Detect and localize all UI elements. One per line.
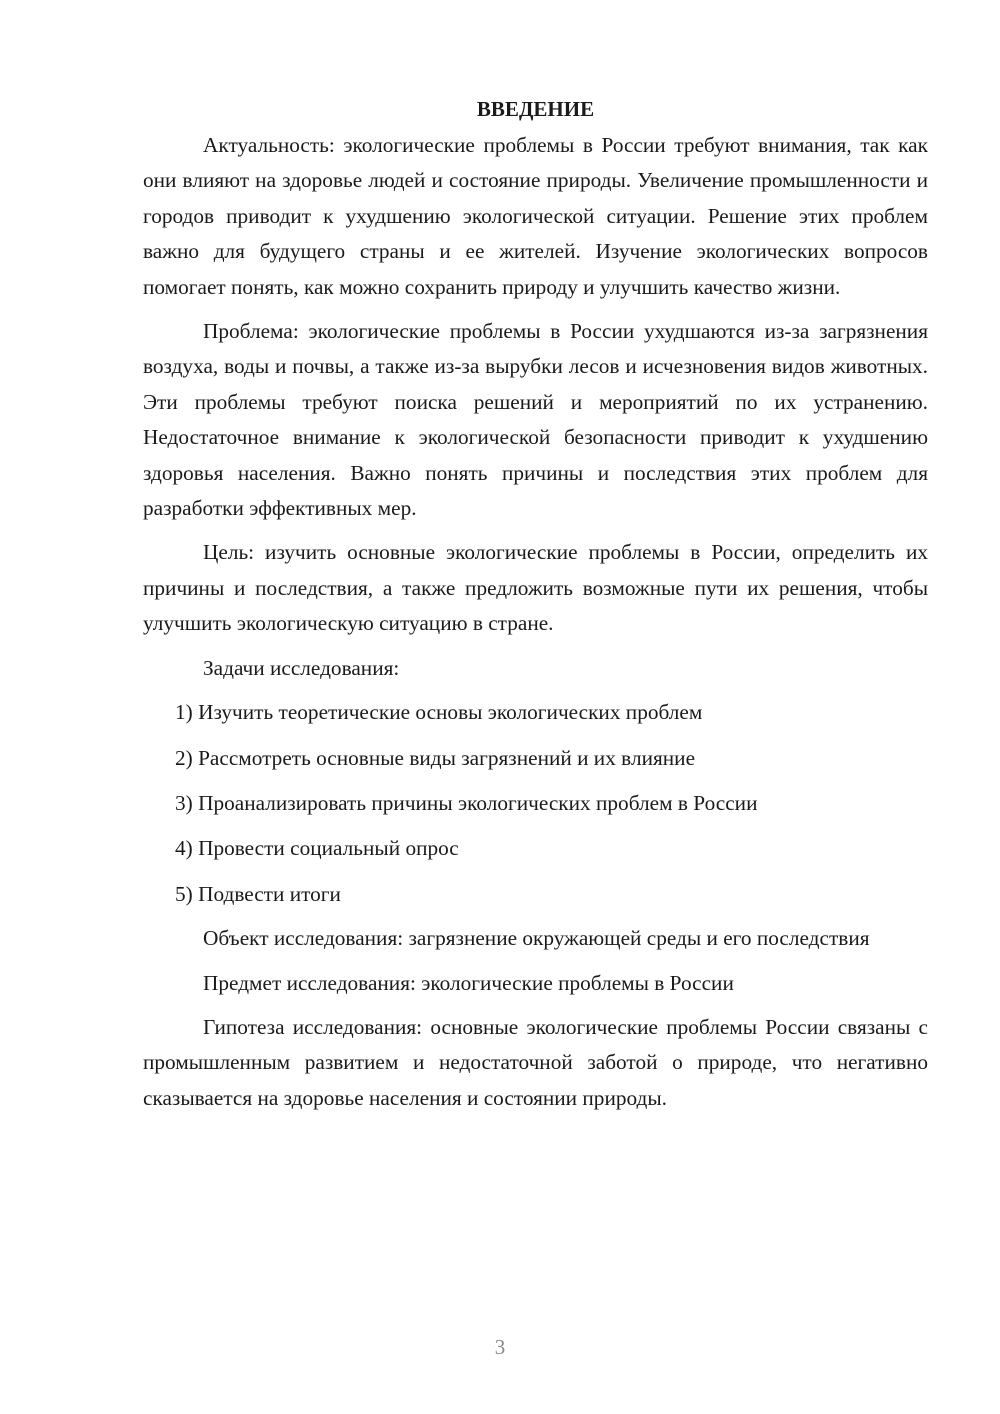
document-page bbox=[143, 92, 928, 1116]
task-item: 1) Изучить теоретические основы экологических проблем bbox=[175, 700, 703, 725]
goal-paragraph: Цель: изучить основные экологические проблемы в России, определить их причины и последствия, а также предложить возможные пути их решения, чтобы улучшить экологическую ситуацию в стране. bbox=[143, 540, 928, 636]
task-item: 3) Проанализировать причины экологических проблем в России bbox=[175, 790, 758, 815]
problem-paragraph: Проблема: экологические проблемы в России ухудшаются из-за загрязнения воздуха, воды и почвы, а также из-за вырубки лесов и исчезновения видов животных. Эти проблемы требуют поиска решений и мероприятий по их устранению. Недостаточное внимание к экологической безопасности приводит к ухудшению здоровья населения. Важно понять причины и последствия этих проблем для разработки эффективных мер. bbox=[143, 319, 928, 521]
tasks-heading: Задачи исследования: bbox=[203, 655, 400, 680]
section-title: ВВЕДЕНИЕ bbox=[476, 97, 595, 121]
task-item: 2) Рассмотреть основные виды загрязнений и их влияние bbox=[175, 745, 696, 770]
hypothesis-paragraph: Гипотеза исследования: основные экологические проблемы России связаны с промышленным развитием и недостаточной заботой о природе, что негативно сказывается на здоровье населения и состоянии природы. bbox=[143, 1014, 928, 1110]
task-item: 5) Подвести итоги bbox=[175, 881, 341, 906]
tasks-list bbox=[143, 695, 928, 912]
relevance-paragraph: Актуальность: экологические проблемы в России требуют внимания, так как они влияют на здоровье людей и состояние природы. Увеличение промышленности и городов приводит к ухудшению экологической ситуации. Решение этих проблем важно для будущего страны и ее жителей. Изучение экологических вопросов помогает понять, как можно сохранить природу и улучшить качество жизни. bbox=[143, 133, 928, 299]
object-paragraph: Объект исследования: загрязнение окружающей среды и его последствия bbox=[203, 926, 870, 951]
task-item: 4) Провести социальный опрос bbox=[175, 836, 459, 861]
subject-paragraph: Предмет исследования: экологические проблемы в России bbox=[203, 970, 734, 995]
page-number: 3 bbox=[494, 1335, 506, 1359]
